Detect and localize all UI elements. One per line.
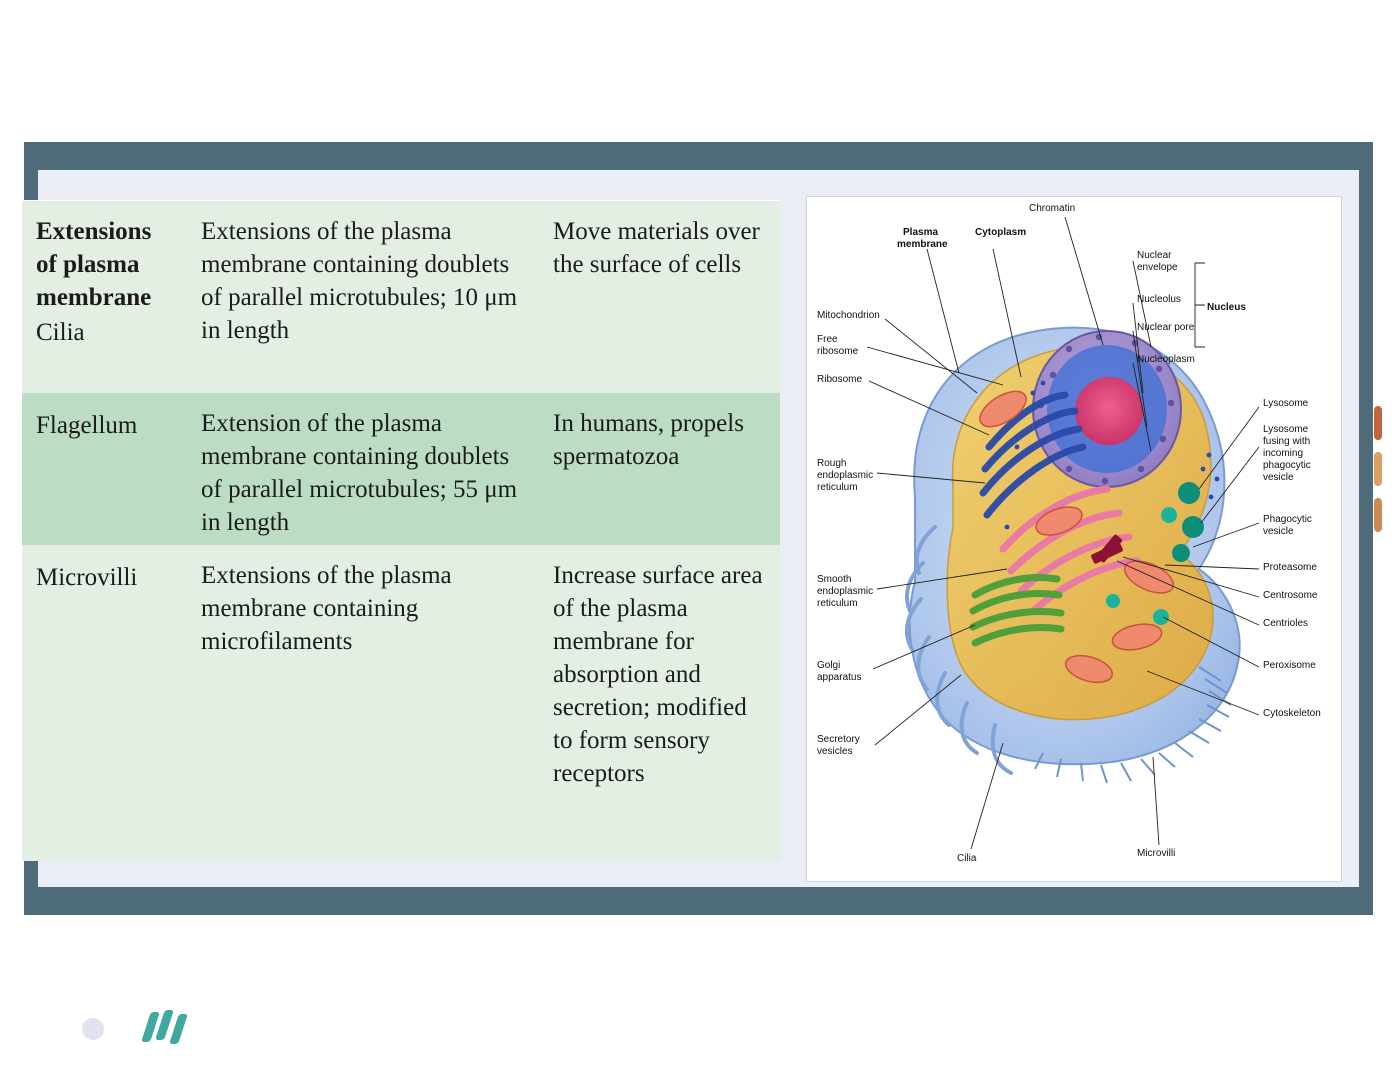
organelle-table: [22, 200, 780, 861]
fig-label-nucleus: Nucleus: [1207, 302, 1246, 313]
decorative-strip-c: [1374, 498, 1382, 532]
fig-label-nuclear-pore: Nuclear pore: [1137, 322, 1195, 333]
term-sub: Cilia: [36, 319, 85, 346]
term-bold: Extensions of plasma membrane: [36, 218, 152, 311]
fig-label-lysosome-fusing-4: phagocytic: [1263, 460, 1311, 471]
fig-label-nuclear-envelope-1: Nuclear: [1137, 250, 1172, 261]
term-sub: Microvilli: [36, 564, 138, 591]
fig-label-secretory-2: vesicles: [817, 746, 853, 757]
fig-label-smooth-er-3: reticulum: [817, 598, 858, 609]
term-sub: Flagellum: [36, 412, 138, 439]
fig-label-cilia: Cilia: [957, 853, 977, 864]
table-row: [22, 545, 780, 861]
fig-label-rough-er-2: endoplasmic: [817, 470, 874, 481]
fig-label-nucleolus: Nucleolus: [1137, 294, 1181, 305]
fig-label-proteasome: Proteasome: [1263, 562, 1317, 573]
fig-label-lysosome-fusing-3: incoming: [1263, 448, 1304, 459]
fig-label-lysosome-fusing-2: fusing with: [1263, 436, 1311, 447]
table-cell-function: Move materials over the surface of cells: [553, 218, 760, 278]
table-cell-description: Extension of the plasma membrane containing doublets of parallel microtubules; 55 μm in length: [201, 410, 518, 536]
table-cell-term: [22, 545, 187, 861]
table-cell-function: Increase surface area of the plasma membrane for absorption and secretion; modified to form sensory receptors: [553, 562, 763, 787]
fig-label-smooth-er-1: Smooth: [817, 574, 852, 585]
fig-label-golgi-1: Golgi: [817, 660, 841, 671]
cell-diagram-svg: [807, 197, 1341, 881]
fig-label-secretory-1: Secretory: [817, 734, 860, 745]
brand-logo-icon: [146, 1010, 202, 1044]
fig-label-rough-er-3: reticulum: [817, 482, 858, 493]
table-cell-description: Extensions of the plasma membrane containing microfilaments: [201, 562, 452, 655]
fig-label-lysosome-fusing-1: Lysosome: [1263, 424, 1309, 435]
fig-label-peroxisome: Peroxisome: [1263, 660, 1316, 671]
fig-label-free-ribosome: ribosome: [817, 346, 859, 357]
table-cell-description: Extensions of the plasma membrane containing doublets of parallel microtubules; 10 μm in length: [201, 218, 518, 344]
fig-label-mitochondrion: Mitochondrion: [817, 310, 880, 321]
fig-label-lysosome: Lysosome: [1263, 398, 1309, 409]
table-row: [22, 393, 780, 545]
fig-label-cytoskeleton: Cytoskeleton: [1263, 708, 1321, 719]
table-row: [22, 201, 780, 393]
fig-label-microvilli: Microvilli: [1137, 848, 1176, 859]
fig-label-ribosome: Ribosome: [817, 374, 863, 385]
fig-label-centrosome: Centrosome: [1263, 590, 1318, 601]
fig-label-smooth-er-2: endoplasmic: [817, 586, 874, 597]
fig-label-nuclear-envelope-2: envelope: [1137, 262, 1178, 273]
table-cell-function: In humans, propels spermatozoa: [553, 410, 744, 470]
table-cell-term: [22, 201, 187, 393]
fig-label-cytoplasm: Cytoplasm: [975, 227, 1027, 238]
fig-label-rough-er-1: Rough: [817, 458, 847, 469]
fig-label-phagocytic-1: Phagocytic: [1263, 514, 1312, 525]
decorative-strip-a: [1374, 406, 1382, 440]
fig-label-golgi-2: apparatus: [817, 672, 862, 683]
fig-label-plasma-membrane-2: membrane: [897, 239, 948, 250]
fig-label-nucleoplasm: Nucleoplasm: [1137, 354, 1195, 365]
fig-label-plasma-membrane: Plasma: [903, 227, 939, 238]
fig-label-centrioles: Centrioles: [1263, 618, 1309, 629]
cell-diagram-figure: [806, 196, 1342, 882]
fig-label-chromatin: Chromatin: [1029, 203, 1076, 214]
fig-label-free: Free: [817, 334, 838, 345]
fig-label-lysosome-fusing-5: vesicle: [1263, 472, 1294, 483]
decorative-circle: [82, 1018, 104, 1040]
decorative-strip-b: [1374, 452, 1382, 486]
fig-label-phagocytic-2: vesicle: [1263, 526, 1294, 537]
table-cell-term: [22, 393, 187, 545]
